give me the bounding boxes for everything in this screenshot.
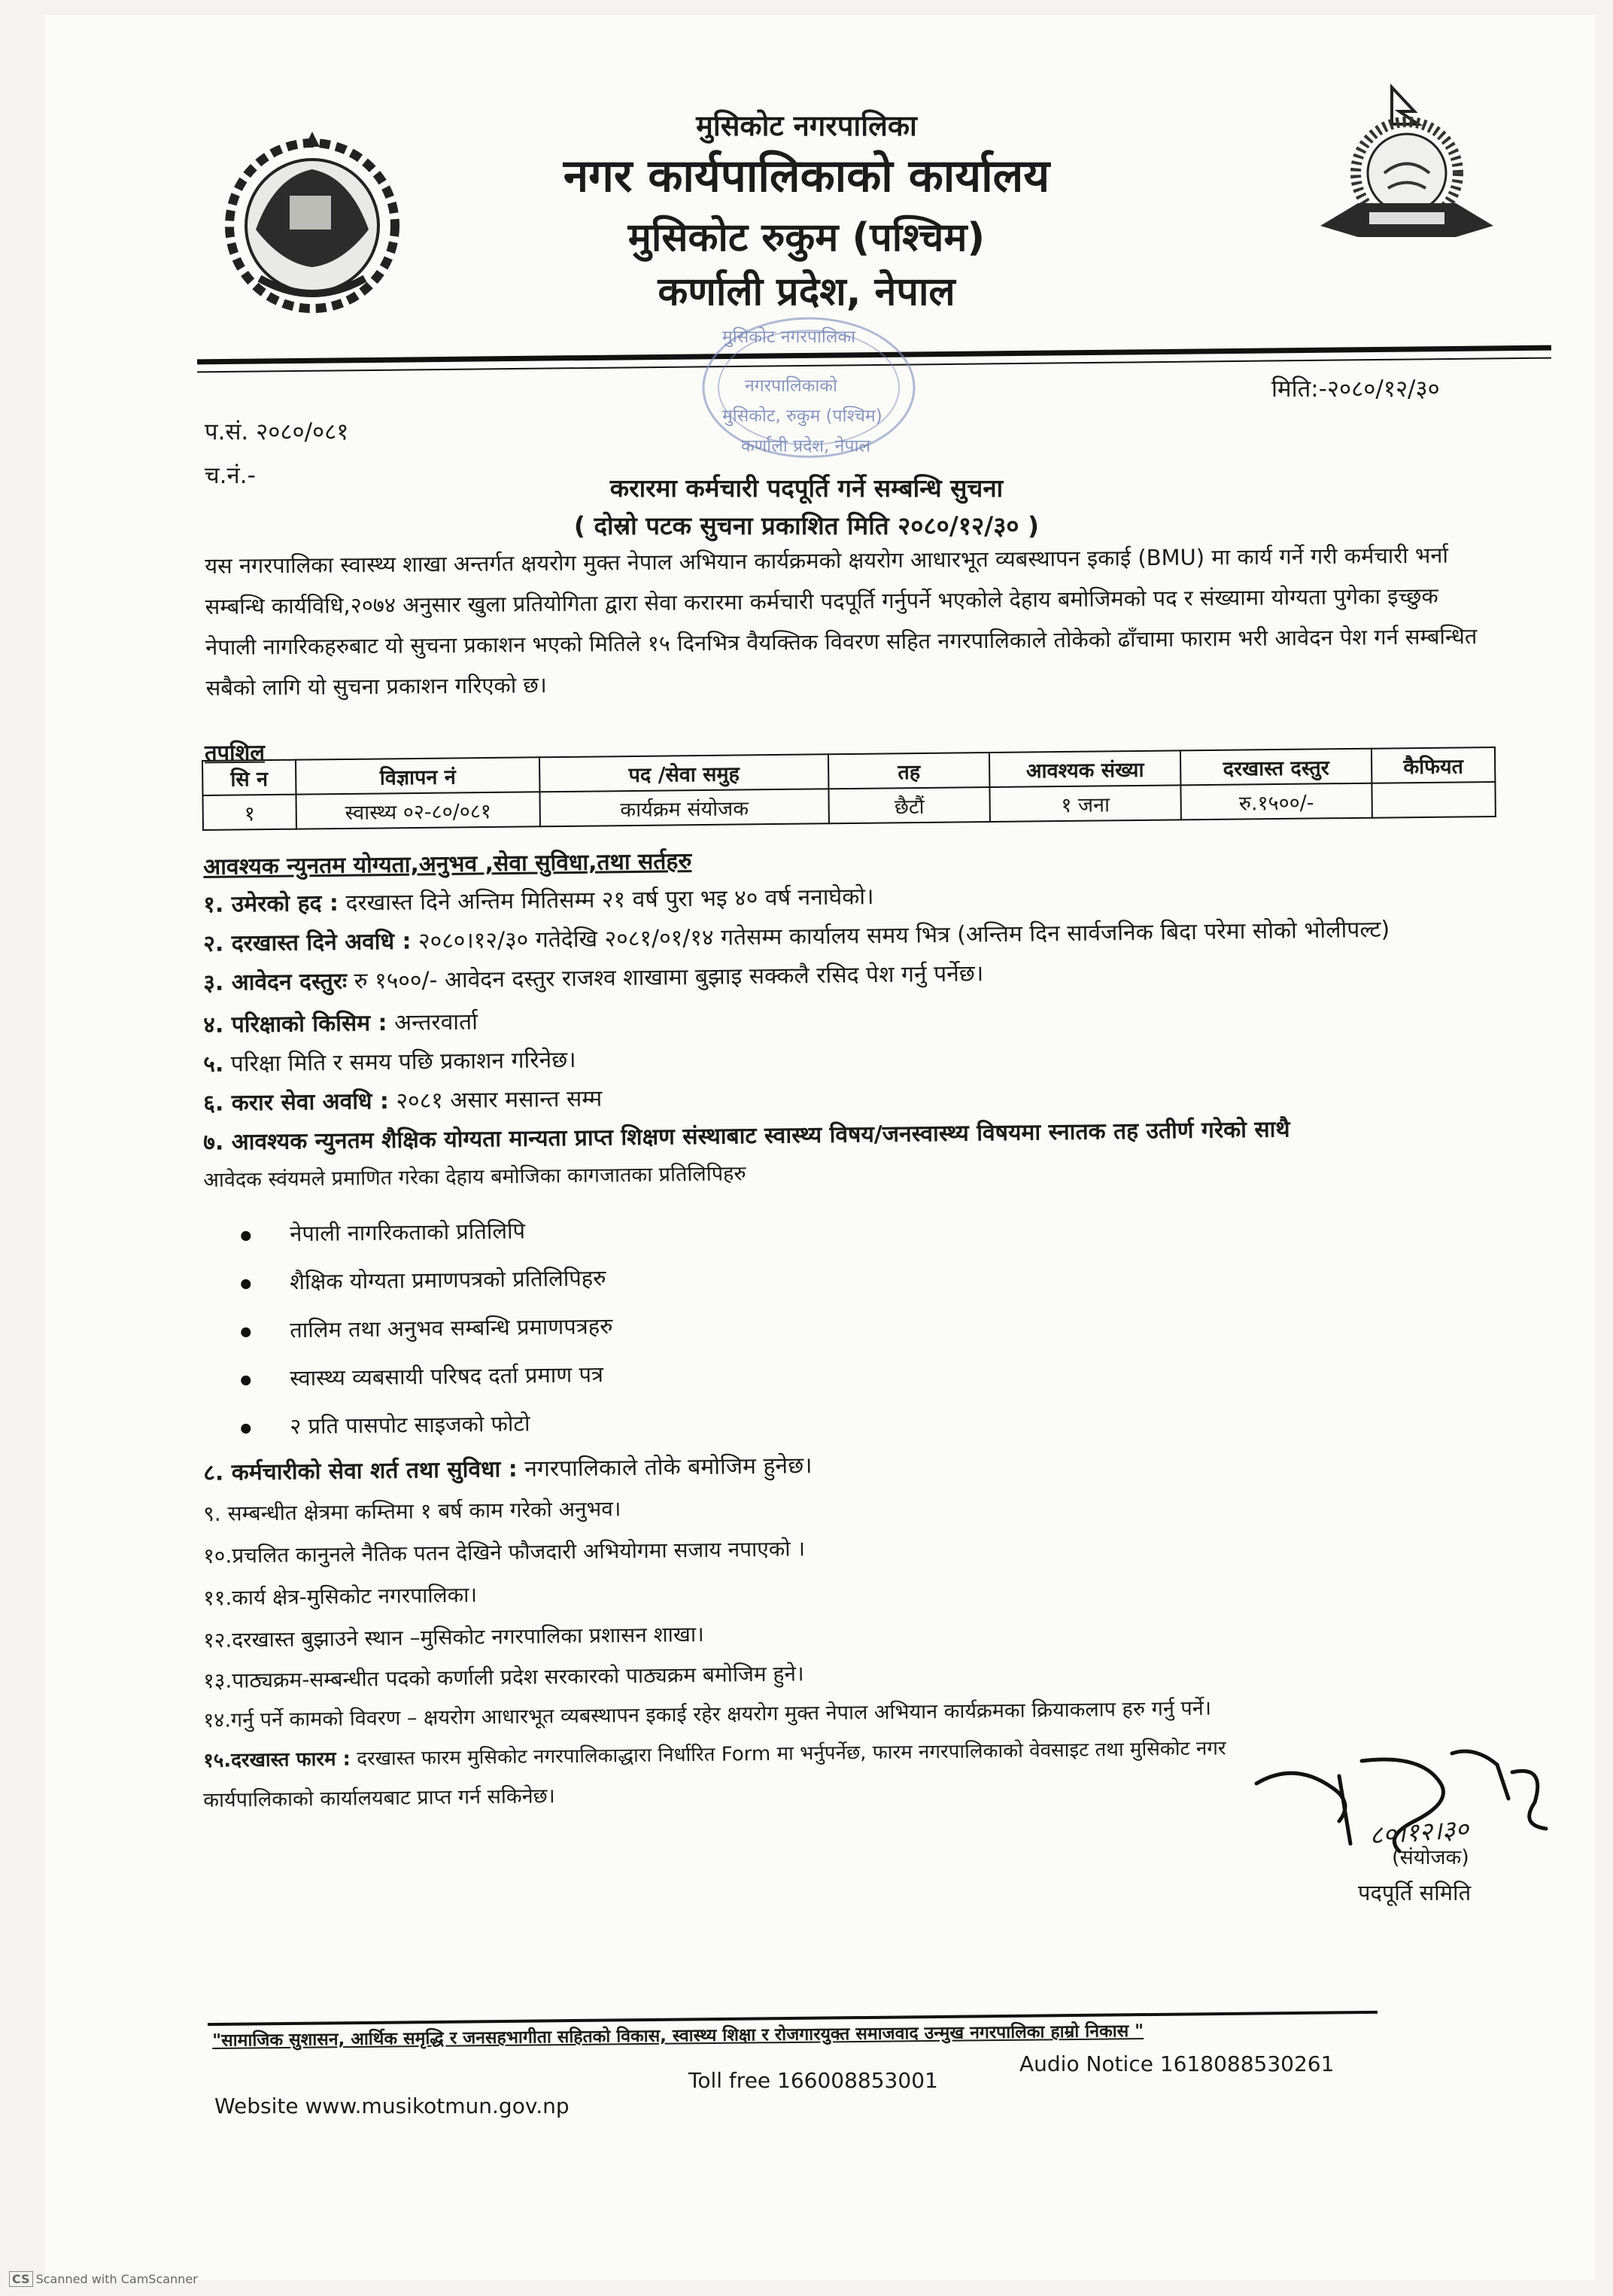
- item-text: १०.प्रचलित कानुनले नैतिक पतन देखिने फौजदारी अभियोगमा सजाय नपाएको ।: [203, 1536, 806, 1568]
- item-label: ७. आवश्यक न्युनतम शैक्षिक योग्यता: [203, 1126, 502, 1156]
- stamp-text-3: मुसिकोट, रुकुम (पश्चिम): [722, 406, 882, 426]
- item-text: नगरपालिकाले तोके बमोजिम हुनेछ।: [517, 1452, 813, 1483]
- item-text: २०८१ असार मसान्त सम्म: [388, 1085, 603, 1115]
- vacancy-table: [202, 747, 1496, 831]
- cell-remarks: [1372, 782, 1495, 818]
- bullet-icon: [241, 1375, 251, 1385]
- item-label: ५.: [203, 1051, 224, 1078]
- requirement-item: [203, 1005, 478, 1039]
- bullet-icon: [241, 1423, 251, 1433]
- footer-audio-notice: Audio Notice 1618088530261: [1019, 2051, 1335, 2076]
- requirements-heading: आवश्यक न्युनतम योग्यता,अनुभव ,सेवा सुविधा,तथा सर्तहरु: [203, 848, 692, 880]
- item-text: २०८०।१२/३० गतेदेखि २०८१/०१/१४ गतेसम्म कार्यालय समय भित्र (अन्तिम दिन सार्वजनिक बिदा परेमा सोको भोलीपल्ट): [411, 916, 1390, 955]
- item-text: १३.पाठ्यक्रम-सम्बन्धीत पदको कर्णाली प्रदेश सरकारको पाठ्यक्रम बमोजिम हुने।: [203, 1661, 804, 1693]
- cell-advert-no: स्वास्थ्य ०२-८०/०८१: [296, 792, 539, 829]
- item-text: १४.गर्नु पर्ने कामको विवरण – क्षयरोग आधारभूत व्यबस्थापन इकाई रहेर क्षयरोग मुक्त नेपाल अभियान कार्यक्रमका क्रियाकलाप हरु गर्नु पर्ने।: [203, 1696, 1212, 1732]
- stamp-text-1: मुसिकोट नगरपालिका: [722, 327, 856, 347]
- document-label: नेपाली नागरिकताको प्रतिलिपि: [290, 1218, 526, 1247]
- document-label: तालिम तथा अनुभव सम्बन्धि प्रमाणपत्रहरु: [290, 1312, 613, 1343]
- document-item: [241, 1311, 613, 1345]
- scanner-watermark: [9, 2271, 198, 2287]
- item-text: ९. सम्बन्धीत क्षेत्रमा कम्तिमा १ बर्ष काम गरेको अनुभव।: [203, 1496, 621, 1526]
- item-text: दरखास्त दिने अन्तिम मितिसम्म २१ वर्ष पुरा भइ ४० वर्ष ननाघेको।: [338, 883, 874, 917]
- requirement-item-continued: कार्यपालिकाको कार्यालयबाट प्राप्त गर्न सकिनेछ।: [203, 1784, 555, 1812]
- requirement-item: [203, 1580, 477, 1612]
- requirement-item: [203, 1043, 576, 1078]
- camscanner-logo-icon: CS: [9, 2271, 33, 2287]
- requirement-item: [203, 1619, 704, 1654]
- municipality-name: मुसिकोट नगरपालिका: [696, 109, 917, 142]
- table-caption: तपशिल: [204, 739, 266, 766]
- cell-fee: रु.१५००/-: [1180, 783, 1372, 820]
- item-text: अन्तरवार्ता: [387, 1008, 478, 1037]
- item-text: दरखास्त फारम मुसिकोट नगरपालिकाद्धारा निर्धारित Form मा भर्नुपर्नेछ, फारम नगरपालिकाको वेवसाइट तथा मुसिकोट नगर: [350, 1737, 1226, 1771]
- requirement-item: [203, 1082, 602, 1118]
- col-remarks: कैफियत: [1372, 747, 1495, 783]
- item-label: ८. कर्मचारीको सेवा शर्त तथा सुविधा :: [203, 1455, 518, 1486]
- office-name: नगर कार्यपालिकाको कार्यालय: [563, 150, 1050, 202]
- item-text: १२.दरखास्त बुझाउने स्थान –मुसिकोट नगरपालिका प्रशासन शाखा।: [203, 1621, 704, 1653]
- footer-tollfree: Toll free 166008853001: [688, 2068, 938, 2093]
- item-text: मान्यता प्राप्त शिक्षण संस्थाबाट स्वास्थ्य विषय/जनस्वास्थ्य विषयमा स्नातक तह उतीर्ण गरेको साथै: [500, 1116, 1290, 1153]
- notice-subtitle: ( दोस्रो पटक सुचना प्रकाशित मिति २०८०/१२/३० ): [573, 511, 1040, 540]
- stamp-text-4: कर्णाली प्रदेश, नेपाल: [741, 436, 871, 456]
- documents-intro: आवेदक स्वंयमले प्रमाणित गरेका देहाय बमोजिका कागजातका प्रतिलिपिहरु: [203, 1162, 746, 1192]
- footer-website: Website www.musikotmun.gov.np: [214, 2094, 570, 2118]
- notice-intro: यस नगरपालिका स्वास्थ्य शाखा अन्तर्गत क्षयरोग मुक्त नेपाल अभियान कार्यक्रमको क्षयरोग आधारभूत व्यबस्थापन इकाई (BMU) मा कार्य गर्ने गरी कर्मचारी भर्ना सम्बन्धि कार्यविधि,२०७४ अनुसार खुला प्रतियोगिता द्वारा सेवा करारमा कर्मचारी पदपूर्ति गर्नुपर्ने भएकोले देहाय बमोजिमको पद र संख्यामा योग्यता पुगेका इच्छुक नेपाली नागरिकहरुबाट यो सुचना प्रकाशन भएको मितिले १५ दिनभित्र वैयक्तिक विवरण सहित नगरपालिकाले तोकेको ढाँचामा फाराम भरी आवेदन पेश गर्न सम्बन्धित सबैको लागि यो सुचना प्रकाशन गरिएको छ।: [205, 542, 1478, 701]
- watermark-text: Scanned with CamScanner: [35, 2272, 198, 2286]
- dispatch-number: च.नं.-: [205, 462, 256, 489]
- cell-required: १ जना: [989, 785, 1180, 822]
- col-advert-no: विज्ञापन नं: [296, 757, 539, 794]
- document-item: [241, 1215, 525, 1248]
- document-item: [241, 1359, 603, 1393]
- bullet-icon: [241, 1279, 251, 1288]
- item-text: परिक्षा मिति र समय पछि प्रकाशन गरिनेछ।: [223, 1046, 576, 1078]
- col-post: पद /सेवा समुह: [539, 754, 828, 792]
- document-label: २ प्रति पासपोट साइजको फोटो: [290, 1410, 530, 1440]
- item-label: ३. आवेदन दस्तुरः: [203, 968, 348, 996]
- requirement-item: [203, 1494, 621, 1528]
- item-label: ४. परिक्षाको किसिम :: [203, 1010, 387, 1039]
- signature-date: ८०।१२।३०: [1368, 1814, 1470, 1851]
- col-level: तह: [828, 753, 989, 789]
- item-label: १५.दरखास्त फारम :: [203, 1747, 351, 1772]
- committee-name: पदपूर्ति समिति: [1358, 1880, 1472, 1905]
- stamp-text-2: नगरपालिकाको: [745, 376, 837, 396]
- document-label: शैक्षिक योग्यता प्रमाणपत्रको प्रतिलिपिहरु: [290, 1265, 606, 1295]
- document-item: [241, 1263, 606, 1297]
- signatory-role: (संयोजक): [1392, 1846, 1469, 1869]
- reference-number: प.सं. २०८०/०८१: [205, 418, 349, 446]
- item-label: २. दरखास्त दिने अवधि :: [203, 928, 412, 957]
- col-fee: दरखास्त दस्तुर: [1180, 749, 1372, 786]
- footer-slogan: "सामाजिक सुशासन, आर्थिक समृद्धि र जनसहभागीता सहितको विकास, स्वास्थ्य शिक्षा र रोजगारयुक्त समाजवाद उन्मुख नगरपालिका हाम्रो निकास ": [212, 2021, 1144, 2051]
- notice-date: मिति:-२०८०/१२/३०: [1271, 376, 1440, 403]
- cell-level: छैटौं: [828, 787, 989, 823]
- item-label: ६. करार सेवा अवधि :: [203, 1087, 390, 1117]
- item-text: ११.कार्य क्षेत्र-मुसिकोट नगरपालिका।: [203, 1582, 478, 1610]
- col-required: आवश्यक संख्या: [989, 750, 1180, 787]
- bullet-icon: [241, 1327, 251, 1337]
- document-label: स्वास्थ्य व्यबसायी परिषद दर्ता प्रमाण पत्र: [290, 1361, 604, 1391]
- bullet-icon: [241, 1230, 251, 1240]
- item-text: रु १५००/- आवेदन दस्तुर राजश्व शाखामा बुझाइ सक्कलै रसिद पेश गर्नु पर्नेछ।: [346, 960, 984, 995]
- cell-post: कार्यक्रम संयोजक: [539, 789, 828, 826]
- province-country: कर्णाली प्रदेश, नेपाल: [658, 269, 955, 315]
- cell-sn: १: [202, 795, 296, 830]
- notice-title: करारमा कर्मचारी पदपूर्ति गर्ने सम्बन्धि सुचना: [609, 473, 1004, 503]
- item-label: १. उमेरको हद :: [203, 890, 339, 918]
- col-sn: सि न: [202, 760, 296, 795]
- document-item: [241, 1408, 530, 1441]
- office-location: मुसिकोट रुकुम (पश्चिम): [627, 215, 986, 260]
